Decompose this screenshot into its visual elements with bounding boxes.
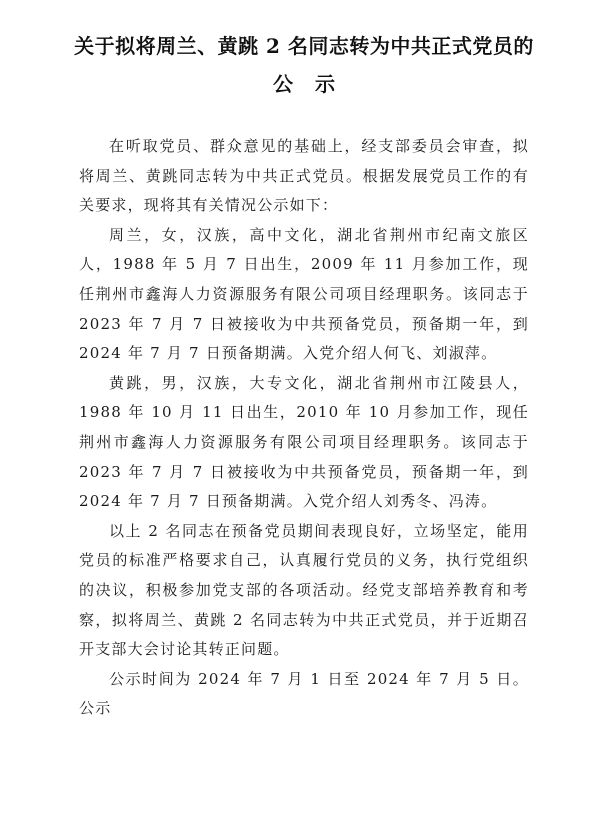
paragraph-candidate-zhoulan: 周兰，女，汉族，高中文化，湖北省荆州市纪南文旅区人，1988 年 5 月 7 日出生，2009 年 11 月参加工作，现任荆州市鑫海人力资源服务有限公司项目经理职务。该同志于 2023 年 7 月 7 日被接收为中共预备党员，预备期一年，到 2024 年 7 月 7 日预备期满。入党介绍人何飞、刘淑萍。	[79, 225, 529, 363]
paragraph-intro: 在听取党员、群众意见的基础上，经支部委员会审查，拟将周兰、黄跳同志转为中共正式党员。根据发展党员工作的有关要求，现将其有关情况公示如下：	[79, 137, 529, 215]
notice-title: 关于拟将周兰、黄跳 2 名同志转为中共正式党员的	[74, 34, 534, 58]
paragraph-candidate-huangtiao: 黄跳，男，汉族，大专文化，湖北省荆州市江陵县人，1988 年 10 月 11 日出生，2010 年 10 月参加工作，现任荆州市鑫海人力资源服务有限公司项目经理职务。该同志于 2023 年 7 月 7 日被接收为中共预备党员，预备期一年，到 2024 年 7 月 7 日预备期满。入党介绍人刘秀冬、冯涛。	[79, 373, 529, 511]
paragraph-publicity-period: 公示时间为 2024 年 7 月 1 日至 2024 年 7 月 5 日。公示	[79, 669, 529, 718]
notice-body	[79, 132, 529, 724]
notice-subtitle: 公示	[273, 72, 357, 96]
paragraph-evaluation: 以上 2 名同志在预备党员期间表现良好，立场坚定，能用党员的标准严格要求自己，认真履行党员的义务，执行党组织的决议，积极参加党支部的各项活动。经党支部培养教育和考察，拟将周兰、黄跳 2 名同志转为中共正式党员，并于近期召开支部大会讨论其转正问题。	[79, 521, 529, 659]
